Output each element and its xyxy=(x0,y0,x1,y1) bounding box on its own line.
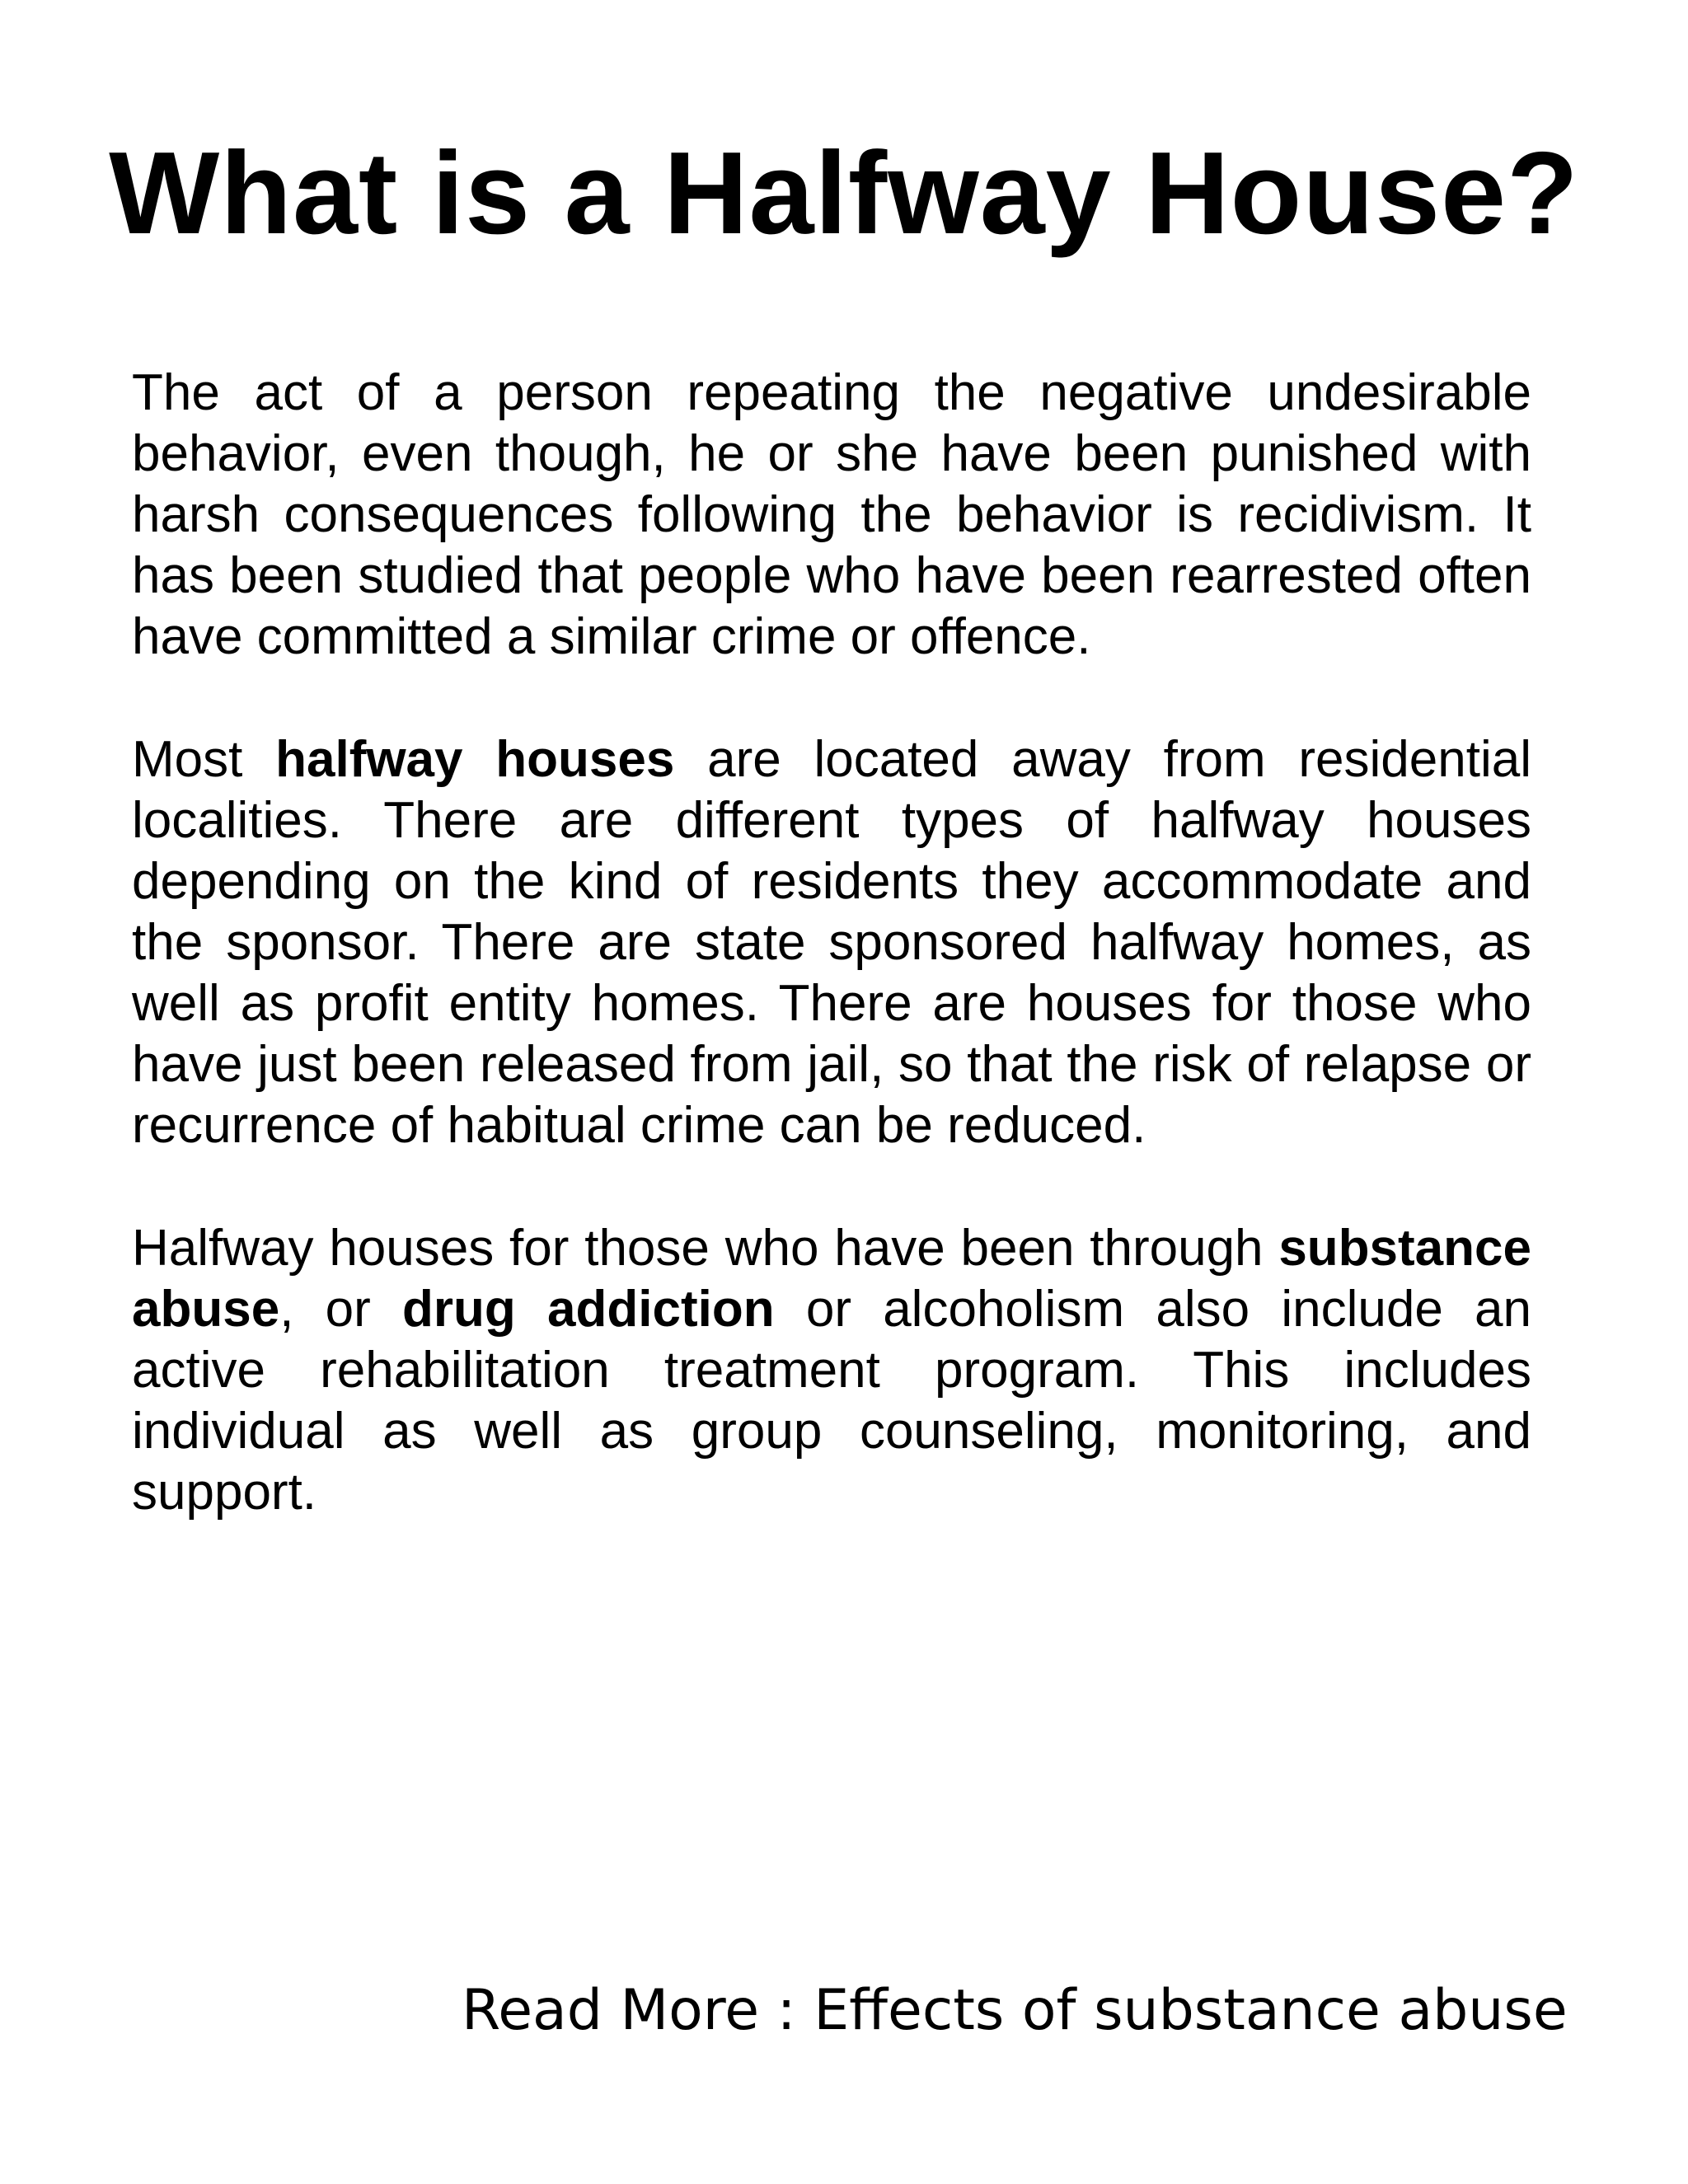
paragraph-text: Most xyxy=(132,731,276,788)
paragraph-halfway-types xyxy=(132,729,1531,1156)
paragraph-recidivism: The act of a person repeating the negative undesirable behavior, even though, he or she have been punished with harsh consequences following the behavior is recidivism. It has been studied that people who have been rearrested often have committed a similar crime or offence. xyxy=(132,364,1531,665)
page-title: What is a Halfway House? xyxy=(109,128,1579,259)
paragraph-text: , or xyxy=(279,1281,403,1338)
paragraph-text: or alcoholism also include an active rehabilitation treatment program. This includes individual as well as group counseling, monitoring, and support. xyxy=(132,1281,1531,1521)
read-more-link[interactable]: Read More : Effects of substance abuse xyxy=(462,1978,1568,2043)
article-body xyxy=(132,363,1531,1585)
bold-term-drug-addiction: drug addiction xyxy=(402,1281,775,1338)
bold-term-substance-abuse: substance abuse xyxy=(132,1220,1531,1338)
paragraph-rehabilitation xyxy=(132,1218,1531,1523)
paragraph-text: are located away from residential localities. There are different types of halfway houses depending on the kind of residents they accommodate and the sponsor. There are state sponsored halfway homes, as well as profit entity homes. There are houses for those who have just been released from jail, so that the risk of relapse or recurrence of habitual crime can be reduced. xyxy=(132,731,1531,1154)
bold-term-halfway-houses: halfway houses xyxy=(275,731,675,788)
paragraph-text: Halfway houses for those who have been through xyxy=(132,1220,1279,1277)
